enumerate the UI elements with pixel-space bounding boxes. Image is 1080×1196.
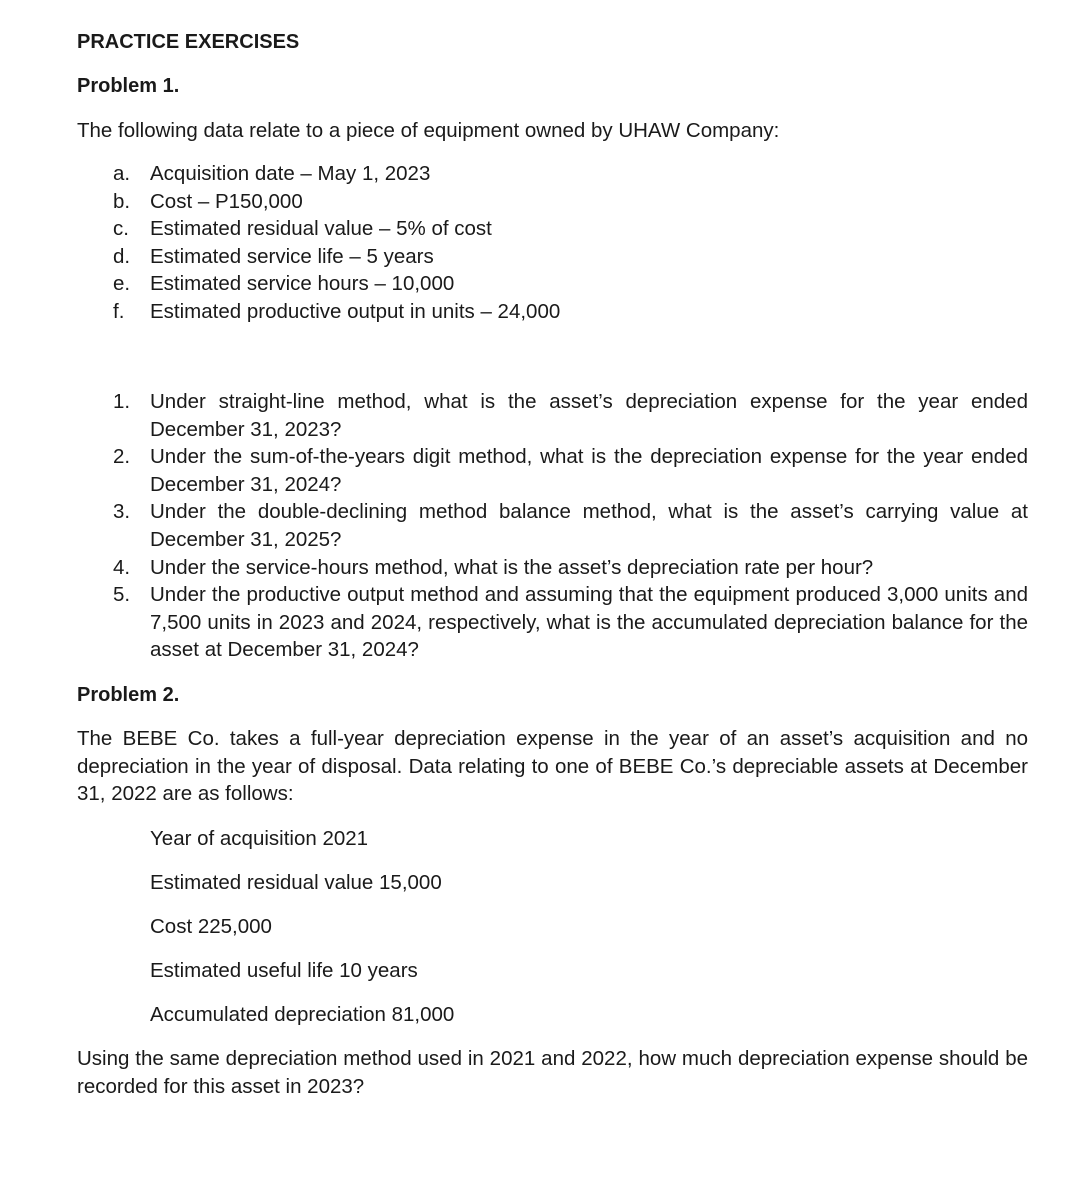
list-item-text: Estimated service life – 5 years: [150, 244, 434, 268]
question-item: [77, 581, 1028, 664]
list-item: [77, 160, 560, 188]
problem-1-intro: The following data relate to a piece of equipment owned by UHAW Company:: [77, 119, 780, 142]
list-marker: d.: [113, 244, 131, 268]
problem-1-questions: [77, 388, 1028, 664]
page-title: PRACTICE EXERCISES: [77, 31, 300, 53]
list-item-text: Estimated productive output in units – 24,000: [150, 299, 561, 323]
problem-2-heading: Problem 2.: [77, 684, 180, 706]
question-number: 3.: [113, 500, 131, 524]
question-text: Under the double-declining method balance method, what is the asset’s carrying value at December 31, 2025?: [150, 500, 1028, 551]
question-item: [77, 498, 1028, 553]
list-item-text: Estimated service hours – 10,000: [150, 272, 455, 296]
list-marker: b.: [113, 189, 131, 213]
list-item: [77, 298, 560, 326]
question-number: 5.: [113, 583, 131, 607]
list-item: [77, 215, 560, 243]
question-number: 4.: [113, 555, 131, 579]
question-item: [77, 443, 1028, 498]
list-marker: e.: [113, 272, 131, 296]
list-item: [77, 243, 560, 271]
question-number: 1.: [113, 390, 131, 413]
question-number: 2.: [113, 445, 131, 469]
list-marker: f.: [113, 299, 125, 323]
list-marker: a.: [113, 162, 131, 185]
question-item: [77, 388, 1028, 443]
question-text: Under straight-line method, what is the asset’s depreciation expense for the year ended December 31, 2023?: [150, 390, 1028, 441]
question-item: [77, 554, 1028, 582]
list-item: [77, 188, 560, 216]
problem-2-intro: The BEBE Co. takes a full-year depreciation expense in the year of an asset’s acquisition and no depreciation in the year of disposal. Data relating to one of BEBE Co.’s depreciable assets at December 31, 2022 are as follows:: [77, 727, 1028, 806]
data-line-cost: Cost 225,000: [150, 915, 272, 938]
problem-1-heading: Problem 1.: [77, 75, 180, 97]
question-text: Under the service-hours method, what is the asset’s depreciation rate per hour?: [150, 555, 874, 579]
problem-2-question: Using the same depreciation method used in 2021 and 2022, how much depreciation expense should be recorded for this asset in 2023?: [77, 1047, 1028, 1098]
question-text: Under the sum-of-the-years digit method, what is the depreciation expense for the year ended December 31, 2024?: [150, 445, 1028, 496]
problem-1-data-list: [77, 160, 560, 326]
list-marker: c.: [113, 217, 129, 241]
list-item-text: Acquisition date – May 1, 2023: [150, 162, 431, 185]
list-item-text: Estimated residual value – 5% of cost: [150, 217, 492, 241]
list-item: [77, 270, 560, 298]
list-item-text: Cost – P150,000: [150, 189, 303, 213]
question-text: Under the productive output method and assuming that the equipment produced 3,000 units and 7,500 units in 2023 and 2024, respectively, what is the accumulated depreciation balance for the asset at December 31, 2024?: [150, 583, 1028, 662]
data-line-accumulated-depreciation: Accumulated depreciation 81,000: [150, 1003, 455, 1026]
data-line-useful-life: Estimated useful life 10 years: [150, 959, 418, 982]
data-line-residual-value: Estimated residual value 15,000: [150, 871, 442, 894]
data-line-acquisition-year: Year of acquisition 2021: [150, 827, 369, 850]
